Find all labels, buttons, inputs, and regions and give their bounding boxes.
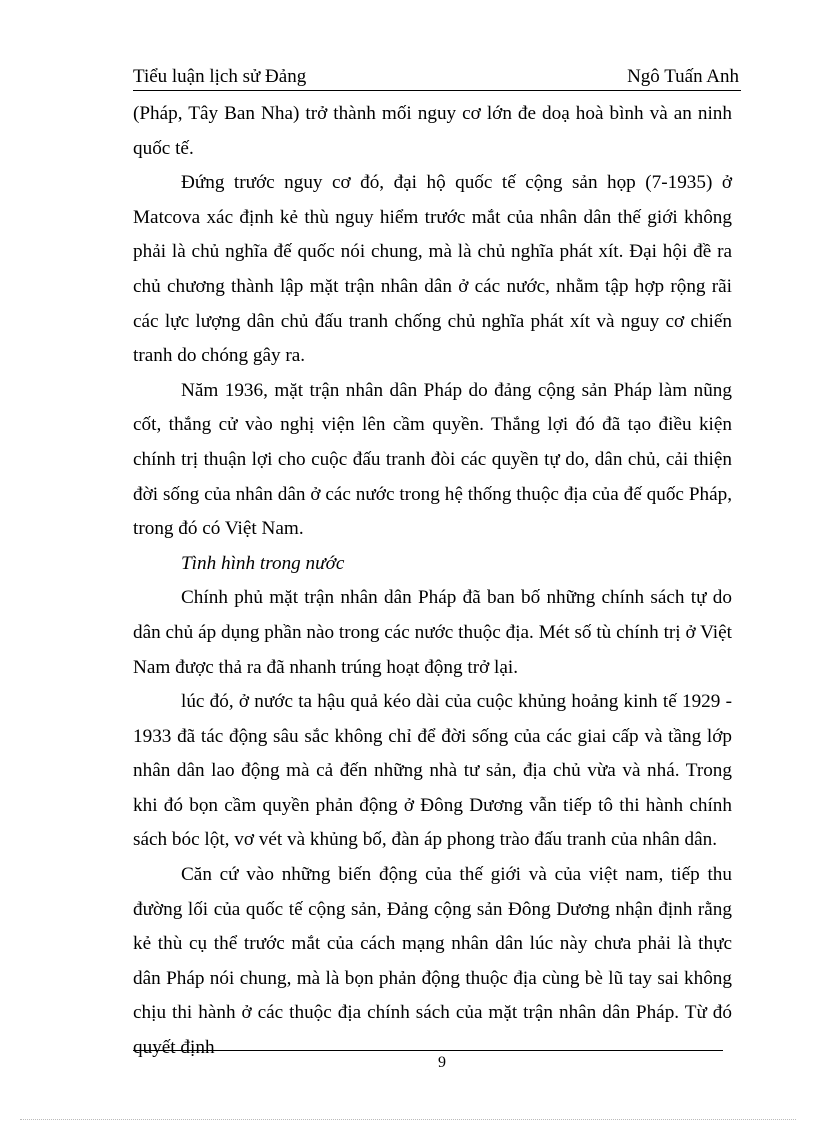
paragraph: (Pháp, Tây Ban Nha) trở thành mối nguy cơ lớn đe doạ hoà bình và an ninh quốc tế. — [133, 103, 732, 159]
paragraph: Chính phủ mặt trận nhân dân Pháp đã ban bố những chính sách tự do dân chủ áp dụng phần nào trong các nước thuộc địa. Mét số tù chính trị ở Việt Nam được thả ra đã nhanh trúng hoạt động trở lại. — [133, 587, 732, 678]
paragraph: lúc đó, ở nước ta hậu quả kéo dài của cuộc khủng hoảng kinh tế 1929 - 1933 đã tác động sâu sắc không chỉ để đời sống của các giai cấp và tầng lớp nhân dân lao động mà cả đến những nhà tư sản, địa chủ vừa và nhá. Trong khi đó bọn cầm quyền phản động ở Đông Dương vẫn tiếp tô thi hành chính sách bóc lột, vơ vét và khủng bố, đàn áp phong trào đấu tranh của nhân dân. — [133, 691, 732, 851]
body-text — [133, 97, 732, 1066]
header-title: Tiểu luận lịch sử Đảng — [133, 66, 307, 87]
paragraph: Căn cứ vào những biến động của thế giới và của việt nam, tiếp thu đường lối của quốc tế cộng sản, Đảng cộng sản Đông Dương nhận định rằng kẻ thù cụ thể trước mắt của cách mạng nhân dân lúc này chưa phải là thực dân Pháp nói chung, mà là bọn phản động thuộc địa cùng bè lũ tay sai không chịu thi hành ở các thuộc địa chính sách của mặt trận nhân dân Pháp. Từ đó quyết định — [133, 864, 732, 1059]
header-author: Ngô Tuấn Anh — [627, 66, 739, 87]
page-bottom-border — [20, 1119, 796, 1120]
paragraph: Năm 1936, mặt trận nhân dân Pháp do đảng cộng sản Pháp làm nũng cốt, thắng cử vào nghị viện lên cầm quyền. Thắng lợi đó đã tạo điều kiện chính trị thuận lợi cho cuộc đấu tranh đòi các quyền tự do, dân chủ, cải thiện đời sống của nhân dân ở các nước trong hệ thống thuộc địa của đế quốc Pháp, trong đó có Việt Nam. — [133, 379, 732, 540]
section-heading: Tình hình trong nước — [181, 552, 345, 574]
page-number: 9 — [438, 1054, 446, 1071]
page-header — [133, 62, 741, 91]
paragraph: Đứng trước nguy cơ đó, đại hộ quốc tế cộng sản họp (7-1935) ở Matcova xác định kẻ thù nguy hiểm trước mắt của nhân dân thế giới không phải là chủ nghĩa đế quốc nói chung, mà là chủ nghĩa phát xít. Đại hội đề ra chủ chương thành lập mặt trận nhân dân ở các nước, nhằm tập hợp rộng rãi các lực lượng dân chủ đấu tranh chống chủ nghĩa phát xít và nguy cơ chiến tranh do chóng gây ra. — [133, 172, 732, 367]
footer-rule — [133, 1050, 723, 1051]
